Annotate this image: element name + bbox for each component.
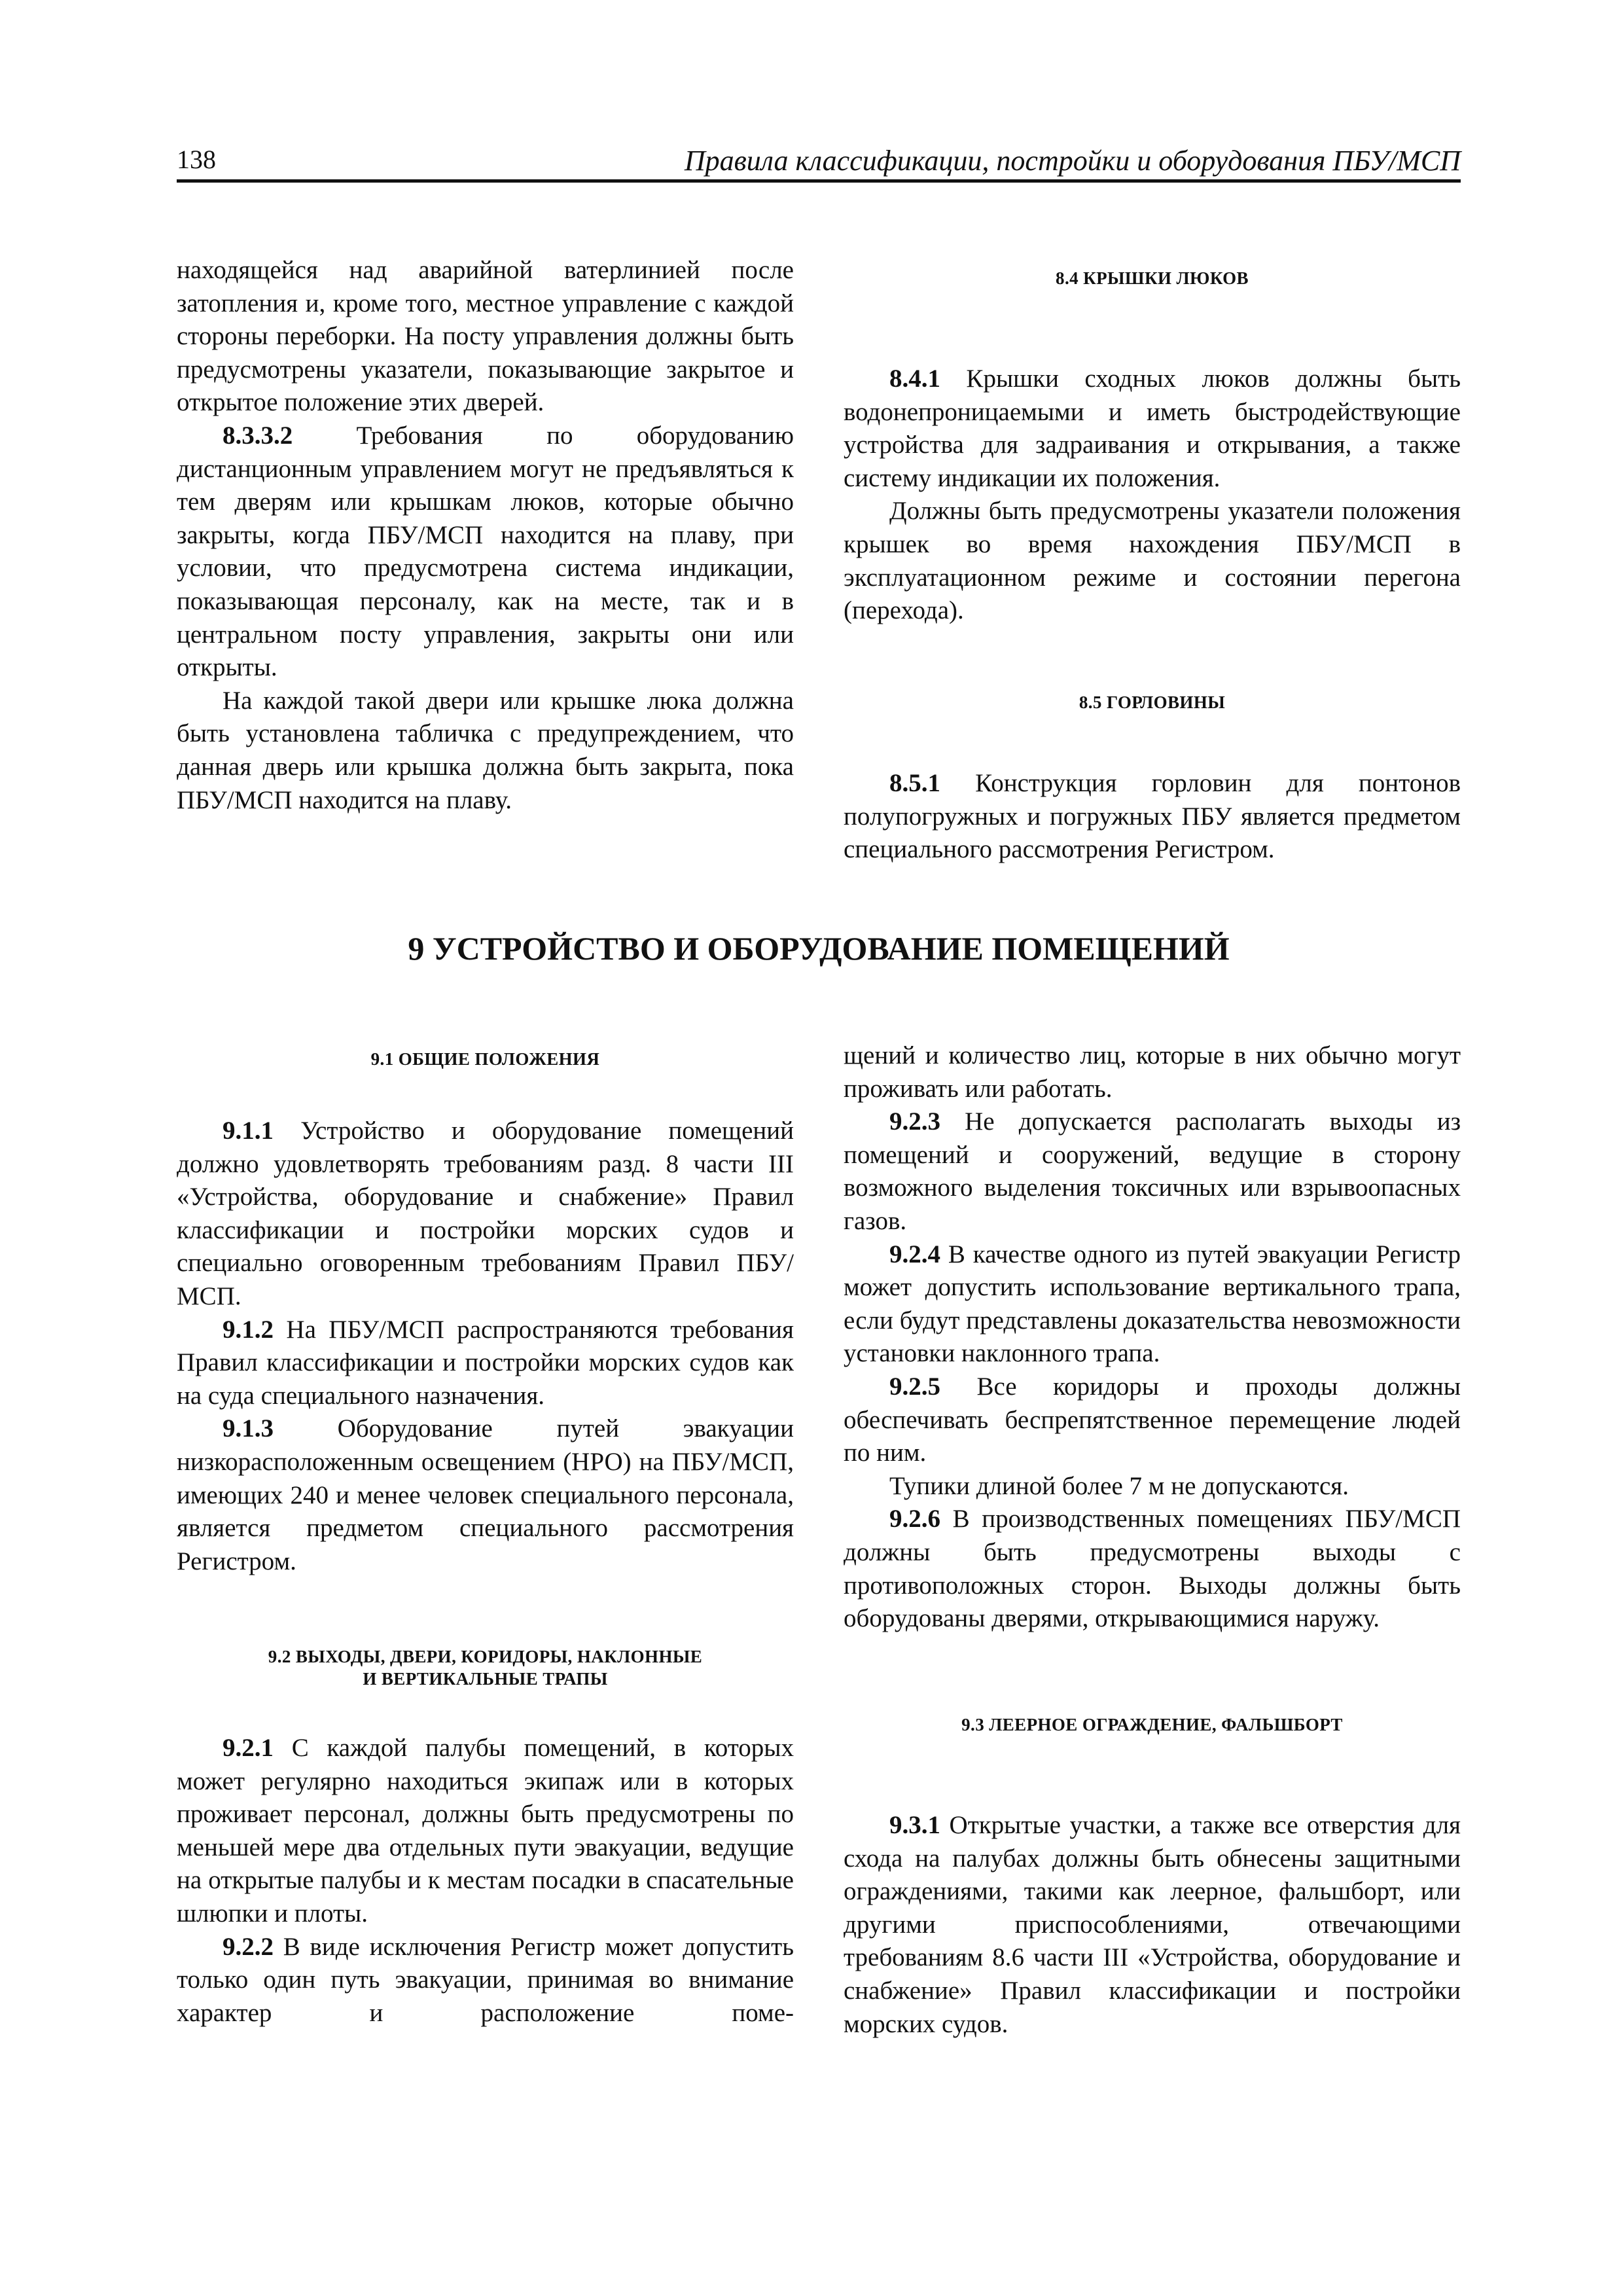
section-title: 9.2 ВЫХОДЫ, ДВЕРИ, КОРИДОРЫ, НАКЛОННЫЕ И ВЕРТИКАЛЬНЫЕ ТРАПЫ [268,1647,703,1689]
clause-number: 9.2.5 [889,1372,940,1401]
section-title: 8.4 КРЫШКИ ЛЮКОВ [1056,268,1249,288]
paragraph-9-2-3: 9.2.3 Не допускается располагать выходы из помещений и сооружений, ведущие в сторону возможного выделения токсичных или взрывоопасных газов. [844,1107,1461,1235]
page-header [177,139,1461,183]
clause-number: 9.2.3 [889,1107,940,1136]
clause-number: 8.3.3.2 [223,421,293,450]
section-9-1 [177,1048,794,1578]
section-9-2-continued [844,1039,1461,1636]
section-title: 9.3 ЛЕЕРНОЕ ОГРАЖДЕНИЕ, ФАЛЬШБОРТ [961,1715,1343,1734]
paragraph-dead-ends: Тупики длиной более 7 м не допускаются. [889,1471,1349,1500]
clause-number: 9.2.1 [223,1734,274,1762]
paragraph-continuation: щений и количество лиц, которые в них обычно могут проживать или работать. [844,1041,1461,1103]
paragraph-9-2-5: 9.2.5 Все коридоры и проходы должны обеспечивать беспрепятственное перемещение людей по ним. [844,1372,1461,1467]
paragraph-8-5-1: 8.5.1 Конструкция горловин для понтонов полупогружных и погружных ПБУ является предметом специального рассмотрения Регистром. [844,769,1461,864]
paragraph-9-3-1: 9.3.1 Открытые участки, а также все отверстия для схода на палубах должны быть обнесены защитными ограждениями, такими как леерное, фальшборт, или другими приспособлениями, отвечающими требованиям 8.6 части III «Устройства, оборудование и снабжение» Правил классификации и постройки морских судов. [844,1811,1461,2038]
clause-number: 9.1.1 [223,1117,274,1145]
paragraph-9-1-3: 9.1.3 Оборудование путей эвакуации низкорасположенным освещением (НРО) на ПБУ/МСП, имеющих 240 и менее человек специального персонала, является предметом специального рассмотрения Регистром. [177,1414,794,1575]
paragraph-9-2-2: 9.2.2 В виде исключения Регистр может допустить только один путь эвакуации, принимая во внимание характер и расположение поме- [177,1932,794,2027]
clause-number: 9.2.6 [889,1505,940,1534]
chapter-title: 9 УСТРОЙСТВО И ОБОРУДОВАНИЕ ПОМЕЩЕНИЙ [408,930,1230,967]
section-9-3 [844,1713,1461,2041]
page-number: 138 [177,145,216,174]
clause-number: 9.2.2 [223,1932,274,1961]
clause-number: 9.1.2 [223,1315,274,1344]
paragraph-9-2-1: 9.2.1 С каждой палубы помещений, в которых может регулярно находиться экипаж или в которых проживает персонал, должны быть предусмотрены по меньшей мере два отдельных пути эвакуации, ведущие на открытые палубы и к местам посадки в спасательные шлюпки и плоты. [177,1734,794,1928]
clause-number: 9.2.4 [889,1240,940,1268]
section-8-5 [844,691,1461,867]
paragraph-9-1-2: 9.1.2 На ПБУ/МСП распространяются требования Правил классификации и постройки морских судов как на суда специального назначения. [177,1315,794,1410]
clause-number: 9.1.3 [223,1414,274,1443]
paragraph-plate: На каждой такой двери или крышке люка должна быть установлена табличка с предупреждением, что данная дверь или крышка должна быть закрыта, пока ПБУ/МСП находится на плаву. [177,686,794,814]
section-title: 9.1 ОБЩИЕ ПОЛОЖЕНИЯ [370,1049,600,1069]
section-title: 8.5 ГОРЛОВИНЫ [1079,692,1226,712]
top-left-column [177,254,794,817]
paragraph-9-1-1: 9.1.1 Устройство и оборудование помещений должно удовлетворять требованиям разд. 8 части III «Устройства, оборудование и снабжение» Правил классификации и постройки морских судов и специально оговоренным требованиям Правил ПБУ/МСП. [177,1117,794,1310]
paragraph-continuation: находящейся над аварийной ватерлинией после затопления и, кроме того, местное управление с каждой стороны переборки. На посту управления должны быть предусмотрены указатели, показывающие закрытое и открытое положение этих дверей. [177,256,794,417]
section-8-4 [844,267,1461,628]
clause-number: 9.3.1 [889,1811,940,1839]
paragraph-indicators: Должны быть предусмотрены указатели положения крышек во время нахождения ПБУ/МСП в эксплуатационном режиме и состоянии перегона (перехода). [844,497,1461,625]
clause-number: 8.5.1 [889,769,940,797]
clause-number: 8.4.1 [889,365,940,393]
running-title: Правила классификации, постройки и оборудования ПБУ/МСП [684,145,1461,177]
paragraph-9-2-6: 9.2.6 В производственных помещениях ПБУ/МСП должны быть предусмотрены выходы с противоположных сторон. Выходы должны быть оборудованы дверями, открывающимися наружу. [844,1505,1461,1633]
section-9-2 [177,1645,794,2030]
paragraph-8-3-3-2: 8.3.3.2 Требования по оборудованию дистанционным управлением могут не предъявляться к тем дверям или крышкам люков, которые обычно закрыты, когда ПБУ/МСП находится на плаву, при условии, что предусмотрена система индикации, показывающая персоналу, как на месте, так и в центральном посту управления, закрыты они или открыты. [177,421,794,682]
paragraph-8-4-1: 8.4.1 Крышки сходных люков должны быть водонепроницаемыми и иметь быстродействующие устройства для задраивания и открывания, а также систему индикации их положения. [844,365,1461,492]
paragraph-9-2-4: 9.2.4 В качестве одного из путей эвакуации Регистр может допустить использование вертикального трапа, если будут представлены доказательства невозможности установки наклонного трапа. [844,1240,1461,1368]
